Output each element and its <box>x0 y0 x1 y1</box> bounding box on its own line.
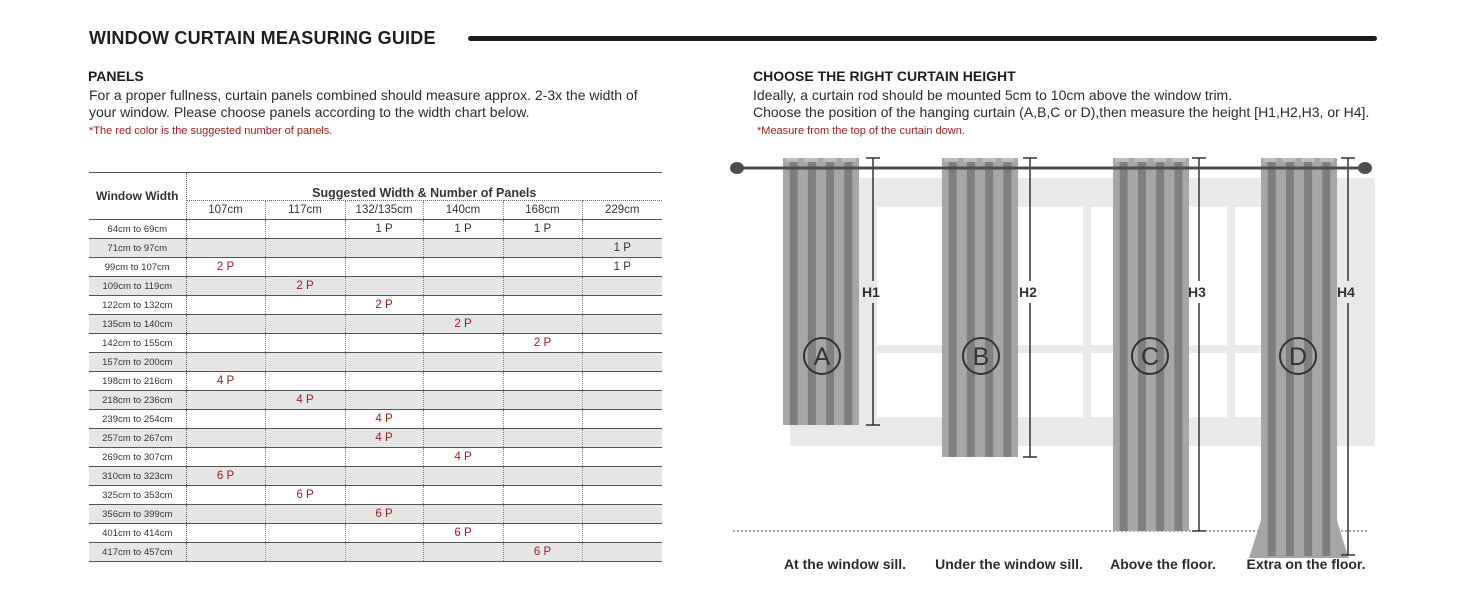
width-column-header: 168cm <box>503 201 582 220</box>
window-width-range: 157cm to 200cm <box>89 353 186 372</box>
rod-finial-left <box>730 162 744 174</box>
curtain-grommet <box>1301 158 1315 162</box>
width-column-header: 229cm <box>582 201 662 220</box>
curtain-grommet <box>982 158 996 162</box>
panel-count-cell: 4 P <box>186 372 265 391</box>
panel-count-cell: 1 P <box>582 239 662 258</box>
curtain-grommet <box>804 158 818 162</box>
panels-description-line1: For a proper fullness, curtain panels combined should measure approx. 2-3x the width of <box>89 87 638 103</box>
panel-count-cell: 2 P <box>345 296 423 315</box>
curtain-letter: C <box>1140 343 1160 371</box>
curtain-grommet <box>823 158 837 162</box>
window-width-range: 356cm to 399cm <box>89 505 186 524</box>
curtain-fold <box>1322 158 1330 556</box>
caption-d: Extra on the floor. <box>1246 556 1366 572</box>
page-title: WINDOW CURTAIN MEASURING GUIDE <box>89 28 436 48</box>
curtain-fold <box>1003 158 1011 457</box>
curtain-grommet <box>944 158 958 162</box>
curtain-grommet <box>963 158 977 162</box>
curtain-grommet <box>842 158 856 162</box>
curtain-fold <box>790 158 798 425</box>
panel-count-cell: 6 P <box>186 467 265 486</box>
window-width-range: 401cm to 414cm <box>89 524 186 543</box>
window-width-range: 417cm to 457cm <box>89 543 186 562</box>
curtain-fold <box>949 158 957 457</box>
curtain-letter: A <box>813 343 831 371</box>
curtain-letter: B <box>972 343 990 371</box>
curtain-grommet <box>1134 158 1148 162</box>
width-column-header: 132/135cm <box>345 201 423 220</box>
window-width-range: 64cm to 69cm <box>89 220 186 239</box>
curtain-fold <box>1174 158 1182 531</box>
window-width-range: 99cm to 107cm <box>89 258 186 277</box>
panels-note: *The red color is the suggested number of panels. <box>89 125 333 137</box>
caption-a: At the window sill. <box>783 556 907 572</box>
measure-label: H4 <box>1337 284 1355 300</box>
panel-count-cell: 6 P <box>423 524 503 543</box>
measure-label: H3 <box>1188 284 1206 300</box>
width-column-header: 117cm <box>265 201 345 220</box>
rod-finial-right <box>1358 162 1372 174</box>
panels-heading: PANELS <box>88 68 144 84</box>
panel-count-cell: 6 P <box>503 543 582 562</box>
window-width-range: 325cm to 353cm <box>89 486 186 505</box>
curtain-fold <box>844 158 852 425</box>
width-column-header: 140cm <box>423 201 503 220</box>
panel-count-cell: 4 P <box>345 410 423 429</box>
height-description-line1: Ideally, a curtain rod should be mounted 5cm to 10cm above the window trim. <box>753 87 1233 103</box>
curtain-grommet <box>1282 158 1296 162</box>
panel-count-cell: 1 P <box>582 258 662 277</box>
measure-label: H1 <box>862 284 880 300</box>
window-width-range: 109cm to 119cm <box>89 277 186 296</box>
panel-count-cell: 2 P <box>265 277 345 296</box>
panel-count-cell: 4 P <box>423 448 503 467</box>
window-width-range: 198cm to 216cm <box>89 372 186 391</box>
window-width-range: 310cm to 323cm <box>89 467 186 486</box>
window-width-range: 135cm to 140cm <box>89 315 186 334</box>
curtain-grommet <box>1172 158 1186 162</box>
height-heading: CHOOSE THE RIGHT CURTAIN HEIGHT <box>753 68 1016 84</box>
curtain-fold <box>1268 158 1276 556</box>
window-width-range: 142cm to 155cm <box>89 334 186 353</box>
curtain-grommet <box>1001 158 1015 162</box>
curtain-fold <box>808 158 816 425</box>
suggested-width-header: Suggested Width & Number of Panels <box>186 173 662 201</box>
width-column-header: 107cm <box>186 201 265 220</box>
window-width-range: 71cm to 97cm <box>89 239 186 258</box>
curtain-fold <box>826 158 834 425</box>
panel-count-cell: 2 P <box>423 315 503 334</box>
curtain-fold <box>1120 158 1128 531</box>
curtain-grommet <box>1153 158 1167 162</box>
window-width-range: 257cm to 267cm <box>89 429 186 448</box>
window-width-range: 239cm to 254cm <box>89 410 186 429</box>
curtain-grommet <box>785 158 799 162</box>
curtain-grommet <box>1115 158 1129 162</box>
panels-description-line2: your window. Please choose panels according to the width chart below. <box>89 104 530 120</box>
panel-count-cell: 4 P <box>265 391 345 410</box>
curtain-grommet <box>1320 158 1334 162</box>
panel-count-cell: 4 P <box>345 429 423 448</box>
panel-count-cell: 1 P <box>503 220 582 239</box>
curtain-letter: D <box>1288 343 1308 371</box>
caption-c: Above the floor. <box>1110 556 1216 572</box>
panel-count-cell: 6 P <box>345 505 423 524</box>
caption-b: Under the window sill. <box>935 556 1083 572</box>
window-width-header: Window Width <box>89 173 186 220</box>
curtain-fold <box>985 158 993 457</box>
height-description-line2: Choose the position of the hanging curtain (A,B,C or D),then measure the height [H1,H2,H3, or H4]. <box>753 104 1370 120</box>
height-note: *Measure from the top of the curtain down. <box>757 125 965 137</box>
panel-count-cell: 2 P <box>503 334 582 353</box>
curtain-grommet <box>1263 158 1277 162</box>
panel-count-cell: 6 P <box>265 486 345 505</box>
window-width-range: 269cm to 307cm <box>89 448 186 467</box>
window-width-range: 122cm to 132cm <box>89 296 186 315</box>
window-width-range: 218cm to 236cm <box>89 391 186 410</box>
panel-count-cell: 2 P <box>186 258 265 277</box>
measure-label: H2 <box>1019 284 1037 300</box>
window-panes <box>877 207 1265 417</box>
panel-count-cell: 1 P <box>423 220 503 239</box>
curtain-fold <box>967 158 975 457</box>
panel-count-cell: 1 P <box>345 220 423 239</box>
